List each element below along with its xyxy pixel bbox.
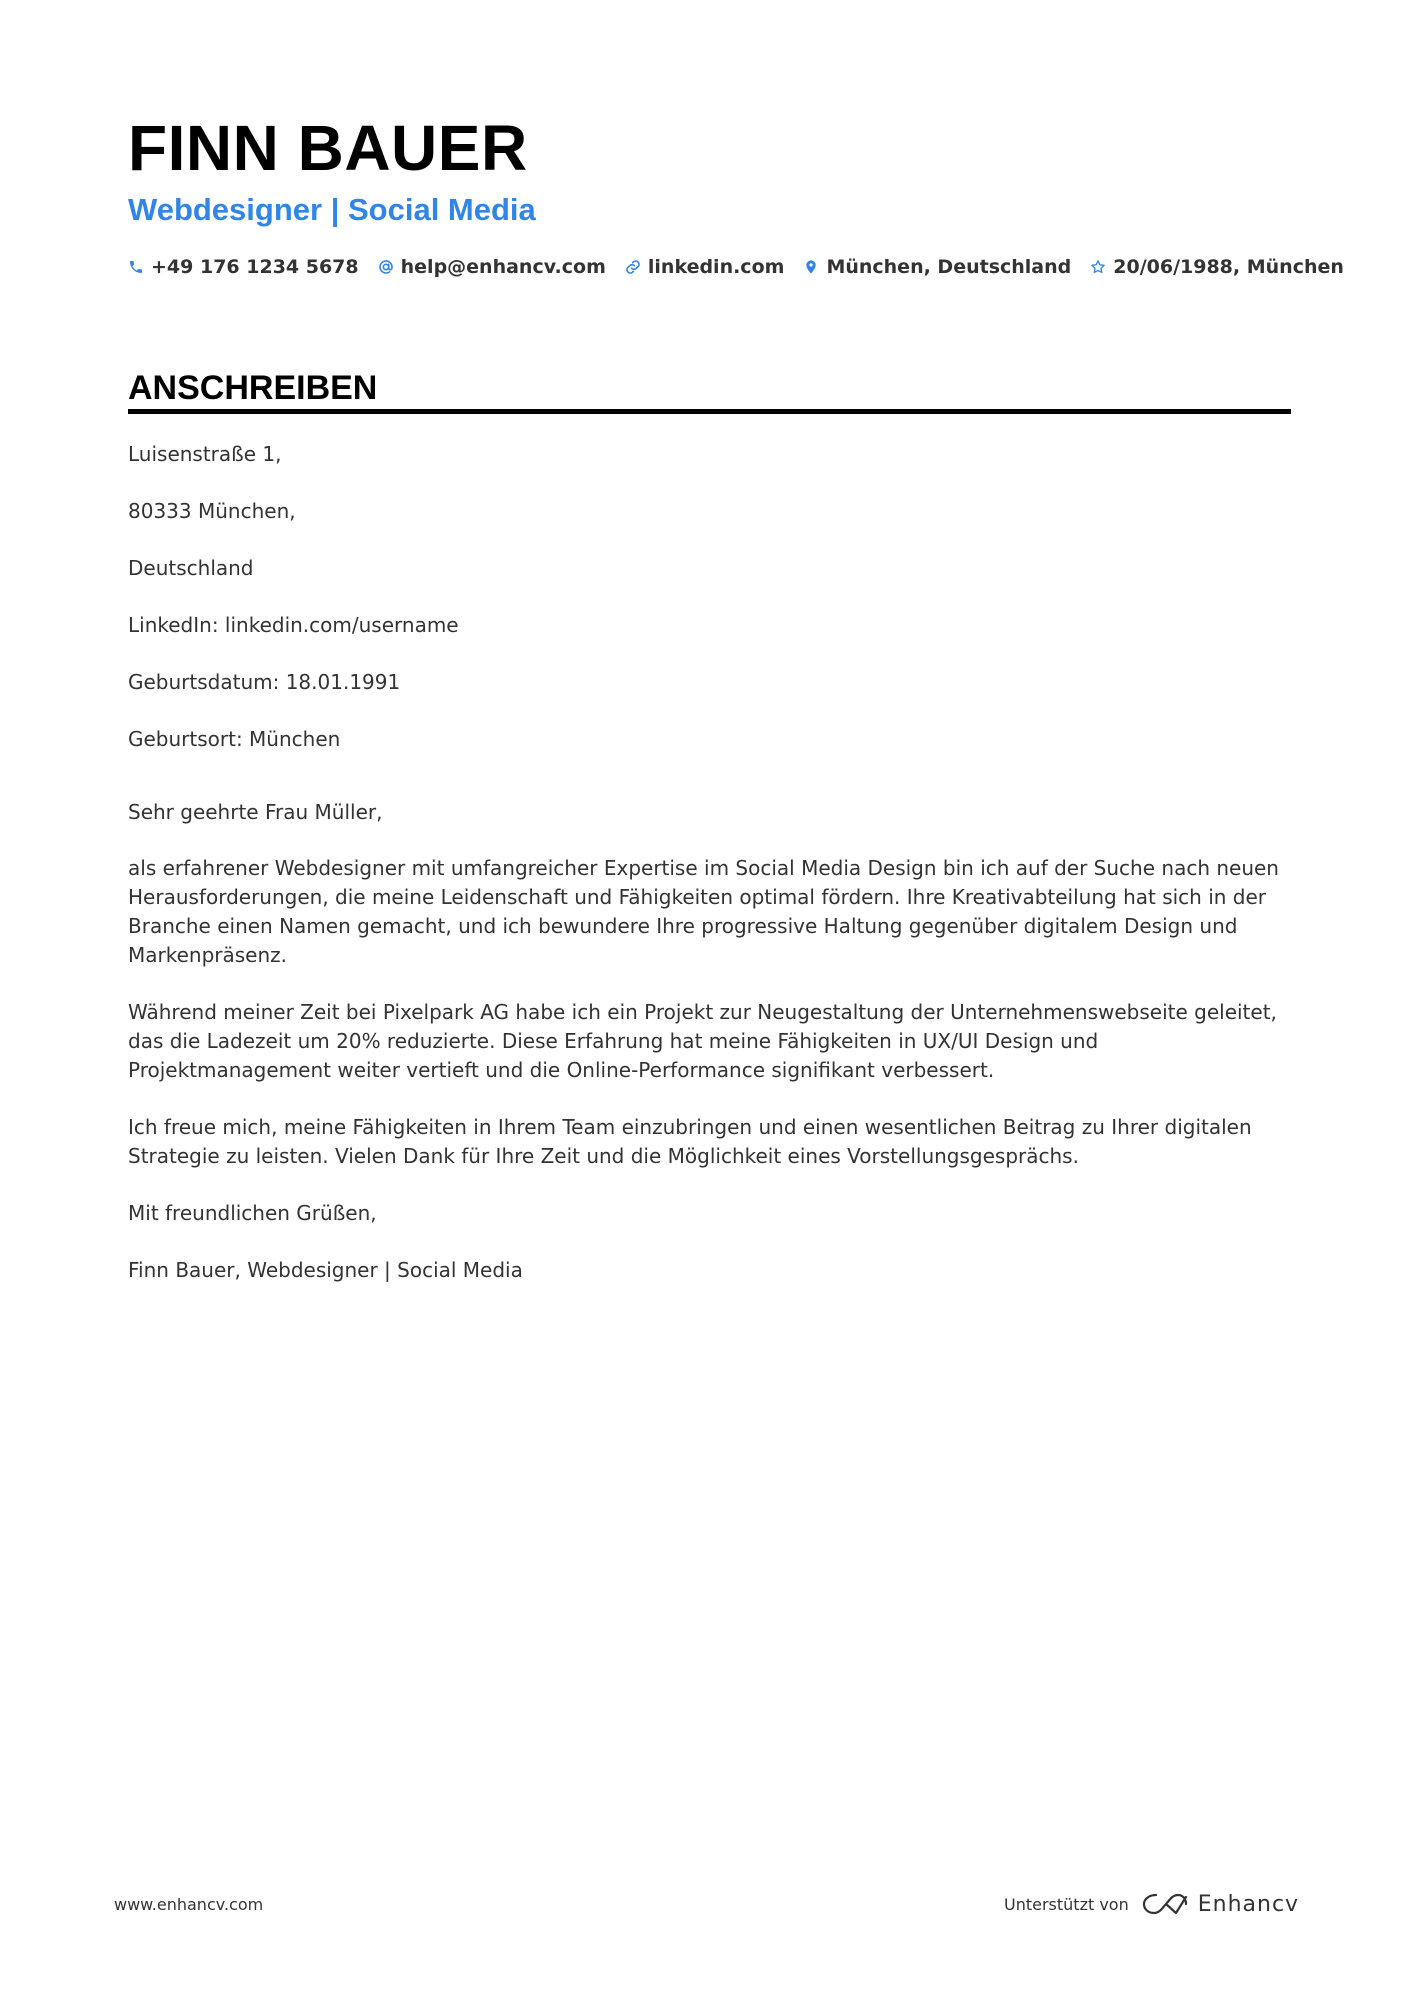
address-line: Luisenstraße 1, [128, 442, 282, 466]
contact-location-text: München, Deutschland [826, 256, 1072, 278]
at-icon [378, 259, 394, 275]
contact-phone[interactable] [128, 252, 359, 282]
address-line: Geburtsdatum: 18.01.1991 [128, 670, 401, 694]
letter-paragraph: Während meiner Zeit bei Pixelpark AG habe ich ein Projekt zur Neugestaltung der Unternehmenswebseite geleitet, das die Ladezeit um 20% reduzierte. Diese Erfahrung hat meine Fähigkeiten in UX/UI Design und Projektmanagement weiter vertieft und die Online-Performance signifikant verbessert. [128, 1000, 1277, 1082]
closing: Mit freundlichen Grüßen, [128, 1201, 377, 1225]
link-icon [625, 259, 641, 275]
address-line: Deutschland [128, 556, 254, 580]
address-line: Geburtsort: München [128, 727, 341, 751]
powered-by-text: Unterstützt von [1004, 1894, 1129, 1914]
signature: Finn Bauer, Webdesigner | Social Media [128, 1258, 523, 1282]
contact-linkedin-text: linkedin.com [647, 256, 785, 278]
location-pin-icon [803, 259, 819, 275]
enhancv-logo-icon [1142, 1891, 1188, 1917]
footer-branding[interactable] [1004, 1888, 1299, 1920]
letter-body [128, 440, 1293, 1313]
applicant-name: FINN BAUER [128, 112, 528, 184]
contact-birth [1090, 252, 1344, 282]
letter-paragraph: als erfahrener Webdesigner mit umfangreicher Expertise im Social Media Design bin ich auf der Suche nach neuen Herausforderungen, die meine Leidenschaft und Fähigkeiten optimal fördern. Ihre Kreativabteilung hat sich in der Branche einen Namen gemacht, und ich bewundere Ihre progressive Haltung gegenüber digitalem Design und Markenpräsenz. [128, 856, 1279, 967]
contact-phone-text: +49 176 1234 5678 [151, 256, 359, 278]
star-icon [1090, 259, 1106, 275]
contact-linkedin[interactable] [625, 252, 785, 282]
address-line: 80333 München, [128, 499, 296, 523]
applicant-role: Webdesigner | Social Media [128, 192, 536, 227]
letter-paragraph: Ich freue mich, meine Fähigkeiten in Ihrem Team einzubringen und einen wesentlichen Beitrag zu Ihrer digitalen Strategie zu leisten. Vielen Dank für Ihre Zeit und die Möglichkeit eines Vorstellungsgesprächs. [128, 1115, 1252, 1168]
brand-name: Enhancv [1197, 1891, 1300, 1917]
contact-birth-text: 20/06/1988, München [1113, 256, 1344, 278]
footer-url[interactable]: www.enhancv.com [114, 1895, 264, 1914]
section-title: ANSCHREIBEN [128, 369, 378, 407]
section-divider [128, 409, 1291, 414]
contact-email-text: help@enhancv.com [400, 256, 606, 278]
contact-location [803, 252, 1071, 282]
address-line: LinkedIn: linkedin.com/username [128, 613, 459, 637]
salutation: Sehr geehrte Frau Müller, [128, 800, 383, 824]
contact-email[interactable] [378, 252, 606, 282]
contact-bar [128, 252, 1363, 282]
phone-icon [128, 259, 144, 275]
